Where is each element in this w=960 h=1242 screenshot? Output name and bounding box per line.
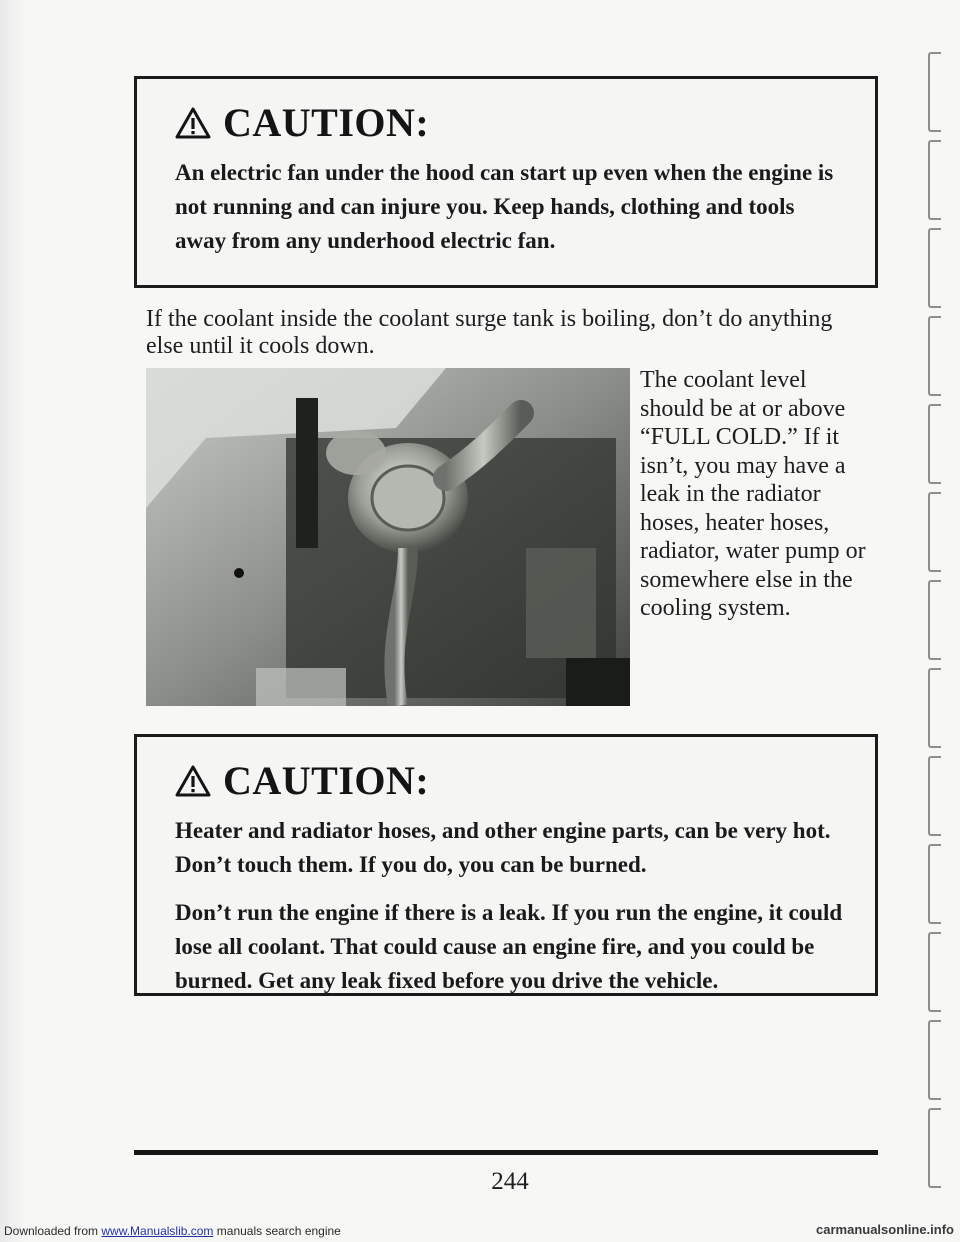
section-tab [928, 228, 941, 308]
page-gutter [0, 0, 26, 1242]
section-tab [928, 932, 941, 1012]
coolant-surge-tank-photo [146, 368, 630, 706]
boiling-coolant-paragraph: If the coolant inside the coolant surge tank is boiling, don’t do anything else until it cools down. [146, 306, 833, 359]
caution-box-hoses [134, 734, 878, 996]
warning-triangle-icon [175, 107, 211, 139]
caution-text: Don’t run the engine if there is a leak. If you run the engine, it could lose all coolant. That could cause an engine fire, and you could be burned. Get any leak fixed before you drive the vehicle. [175, 900, 843, 993]
watermark: carmanualsonline.info [816, 1222, 954, 1237]
caution-title: CAUTION: [223, 100, 430, 145]
section-tab [928, 668, 941, 748]
footer-prefix: Downloaded from [4, 1224, 102, 1238]
section-tab [928, 580, 941, 660]
caution-header [175, 99, 851, 146]
section-tab [928, 844, 941, 924]
coolant-level-paragraph: The coolant level should be at or above “FULL COLD.” If it isn’t, you may have a leak in the radiator hoses, heater hoses, radiator, water pump or somewhere else in the cooling system. [640, 367, 866, 621]
section-tab [928, 1020, 941, 1100]
footer-rule [134, 1150, 878, 1155]
section-tab [928, 52, 941, 132]
section-tab [928, 492, 941, 572]
section-tab [928, 316, 941, 396]
section-tab [928, 404, 941, 484]
section-tabs [924, 30, 954, 1230]
caution-box-fan [134, 76, 878, 288]
caution-header [175, 757, 851, 804]
section-tab [928, 1108, 941, 1188]
caution-title: CAUTION: [223, 758, 430, 803]
download-footer [4, 1224, 341, 1238]
caution-text: Heater and radiator hoses, and other engine parts, can be very hot. Don’t touch them. If you do, you can be burned. [175, 818, 831, 877]
page-number: 244 [491, 1168, 529, 1195]
section-tab [928, 140, 941, 220]
warning-triangle-icon [175, 765, 211, 797]
section-tab [928, 756, 941, 836]
manualslib-link[interactable]: www.Manualslib.com [101, 1224, 214, 1238]
caution-text: An electric fan under the hood can start up even when the engine is not running and can injure you. Keep hands, clothing and tools away from any underhood electric fan. [175, 160, 834, 253]
footer-suffix: manuals search engine [213, 1224, 341, 1238]
